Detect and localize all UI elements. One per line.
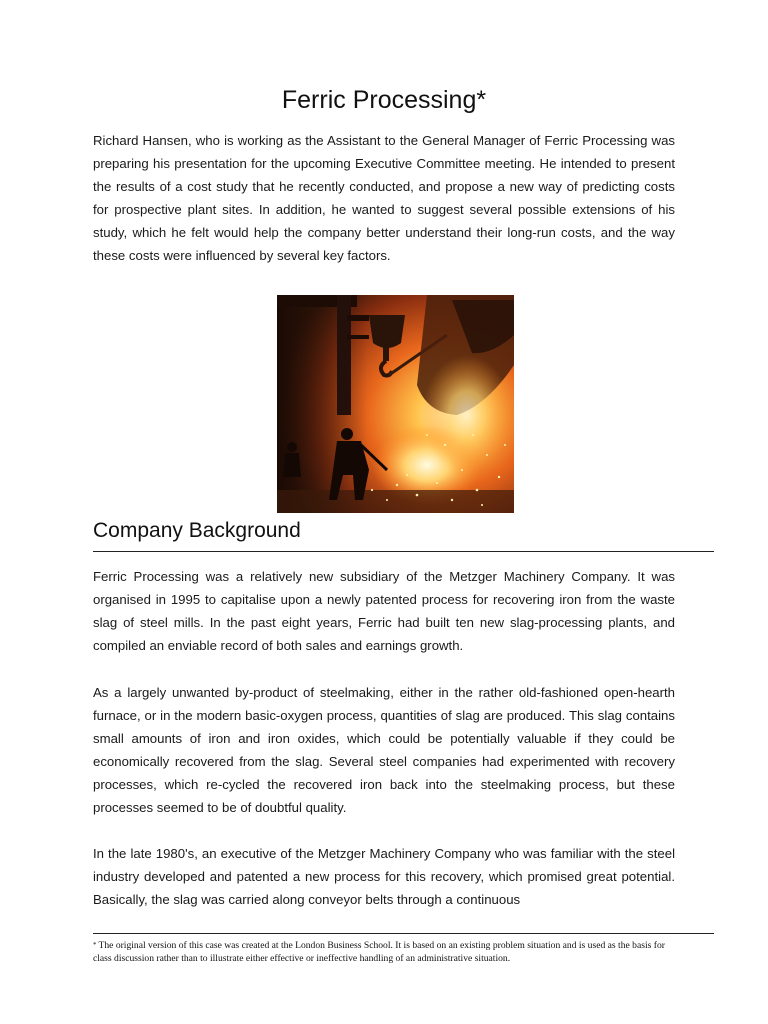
footnote-divider [93,933,714,934]
intro-paragraph: Richard Hansen, who is working as the Assistant to the General Manager of Ferric Processing was preparing his presentation for the upcoming Executive Committee meeting. He intended to present the results of a cost study that he recently conducted, and propose a new way of predicting costs for prospective plant sites. In addition, he wanted to suggest several possible extensions of his study, which he felt would help the company better understand their long-run costs, and the way these costs were influenced by several key factors. [93,133,675,263]
footnote-text: The original version of this case was created at the London Business School. It is based on an existing problem situation and is used as the basis for class discussion rather than to illustrate either effective or ineffective handling of an administrative situation. [93,940,665,964]
steelworks-photo [277,295,514,513]
footnote [93,940,673,965]
background-paragraph: In the late 1980's, an executive of the Metzger Machinery Company who was familiar with the steel industry developed and patented a new process for this recovery, which promised great potential. Basically, the slag was carried along conveyor belts through a continuous [93,846,675,907]
section-heading: Company Background [93,519,301,542]
page-title: Ferric Processing* [281,86,487,114]
background-paragraph: As a largely unwanted by-product of steelmaking, either in the rather old-fashioned open-hearth furnace, or in the modern basic-oxygen process, quantities of slag are produced. This slag contains small amounts of iron and iron oxides, which could be potentially valuable if they could be economically recovered from the slag. Several steel companies had experimented with recovery processes, which re-cycled the recovered iron back into the steelmaking process, but these processes seemed to be of doubtful quality. [93,685,675,815]
background-paragraph: Ferric Processing was a relatively new subsidiary of the Metzger Machinery Company. It was organised in 1995 to capitalise upon a newly patented process for recovering iron from the waste slag of steel mills. In the past eight years, Ferric had built ten new slag-processing plants, and compiled an enviable record of both sales and earnings growth. [93,569,675,653]
section-divider [93,551,714,552]
footnote-marker: * [93,941,97,949]
